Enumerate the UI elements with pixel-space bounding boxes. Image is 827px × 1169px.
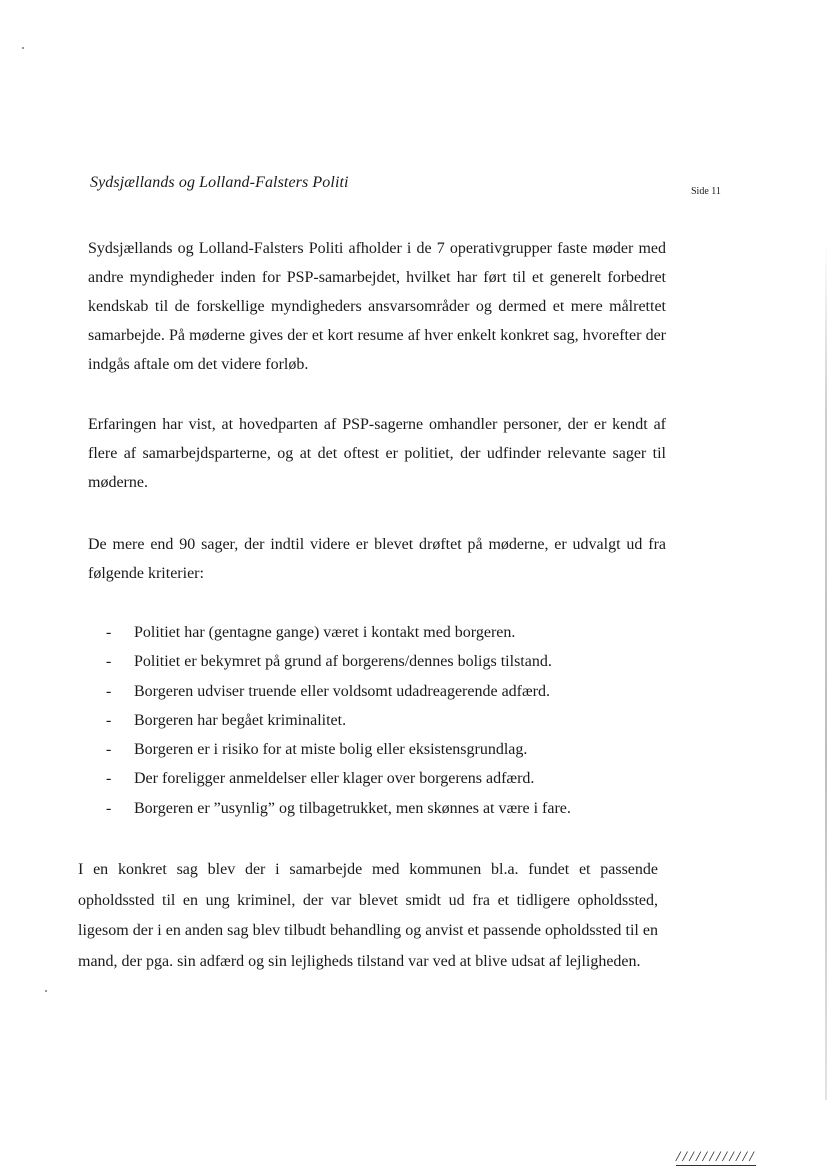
list-item-text: Borgeren udviser truende eller voldsomt udadreagerende adfærd. [134, 682, 550, 700]
paragraph-3: De mere end 90 sager, der indtil videre er blevet drøftet på møderne, er udvalgt ud fra følgende kriterier: [88, 536, 666, 582]
list-item-text: Borgeren er i risiko for at miste bolig eller eksistensgrundlag. [134, 741, 528, 759]
list-item-text: Borgeren har begået kriminalitet. [134, 711, 347, 729]
scan-speck [45, 990, 47, 992]
paragraph-1: Sydsjællands og Lolland-Falsters Politi afholder i de 7 operativgrupper faste møder med andre myndigheder inden for PSP-samarbejdet, hvilket har ført til et generelt forbedret kendskab til de forskellige myndigheders ansvarsområder og dermed et mere målrettet samarbejde. På møderne gives der et kort resume af hver enkelt konkret sag, hvorefter der indgås aftale om det videre forløb. [88, 240, 666, 373]
scan-speck [22, 47, 24, 49]
list-item-text: Der foreligger anmeldelser eller klager over borgerens adfærd. [134, 770, 535, 788]
page-number: Side 11 [691, 186, 721, 197]
criteria-list [106, 618, 571, 823]
paragraph-4: I en konkret sag blev der i samarbejde med kommunen bl.a. fundet et passende opholdssted til en ung kriminel, der var blevet smidt ud fra et tidligere opholdssted, ligesom der i en anden sag blev tilbudt behandling og anvist et passende opholdssted til en mand, der pga. sin adfærd og sin lejligheds tilstand var ved at blive udsat af lejligheden. [78, 861, 658, 970]
list-item [106, 647, 571, 676]
footer-marks: //////////// [676, 1149, 757, 1165]
list-item-text: Borgeren er ”usynlig” og tilbagetrukket, men skønnes at være i fare. [134, 799, 571, 817]
list-item-text: Politiet har (gentagne gange) været i kontakt med borgeren. [134, 624, 516, 641]
header-title: Sydsjællands og Lolland-Falsters Politi [90, 174, 349, 191]
list-item [106, 706, 571, 735]
list-item [106, 764, 571, 793]
list-dash: - [106, 624, 112, 641]
list-item [106, 794, 571, 823]
list-item [106, 677, 571, 706]
list-item [106, 735, 571, 764]
list-dash: - [106, 770, 112, 788]
list-item-text: Politiet er bekymret på grund af borgerens/dennes boligs tilstand. [134, 653, 552, 671]
list-dash: - [106, 711, 112, 729]
list-dash: - [106, 682, 112, 700]
list-dash: - [106, 653, 112, 671]
list-dash: - [106, 799, 112, 817]
list-dash: - [106, 741, 112, 759]
list-item [106, 618, 571, 647]
paragraph-2: Erfaringen har vist, at hovedparten af PSP-sagerne omhandler personer, der er kendt af flere af samarbejdsparterne, og at det oftest er politiet, der udfinder relevante sager til møderne. [88, 416, 666, 491]
